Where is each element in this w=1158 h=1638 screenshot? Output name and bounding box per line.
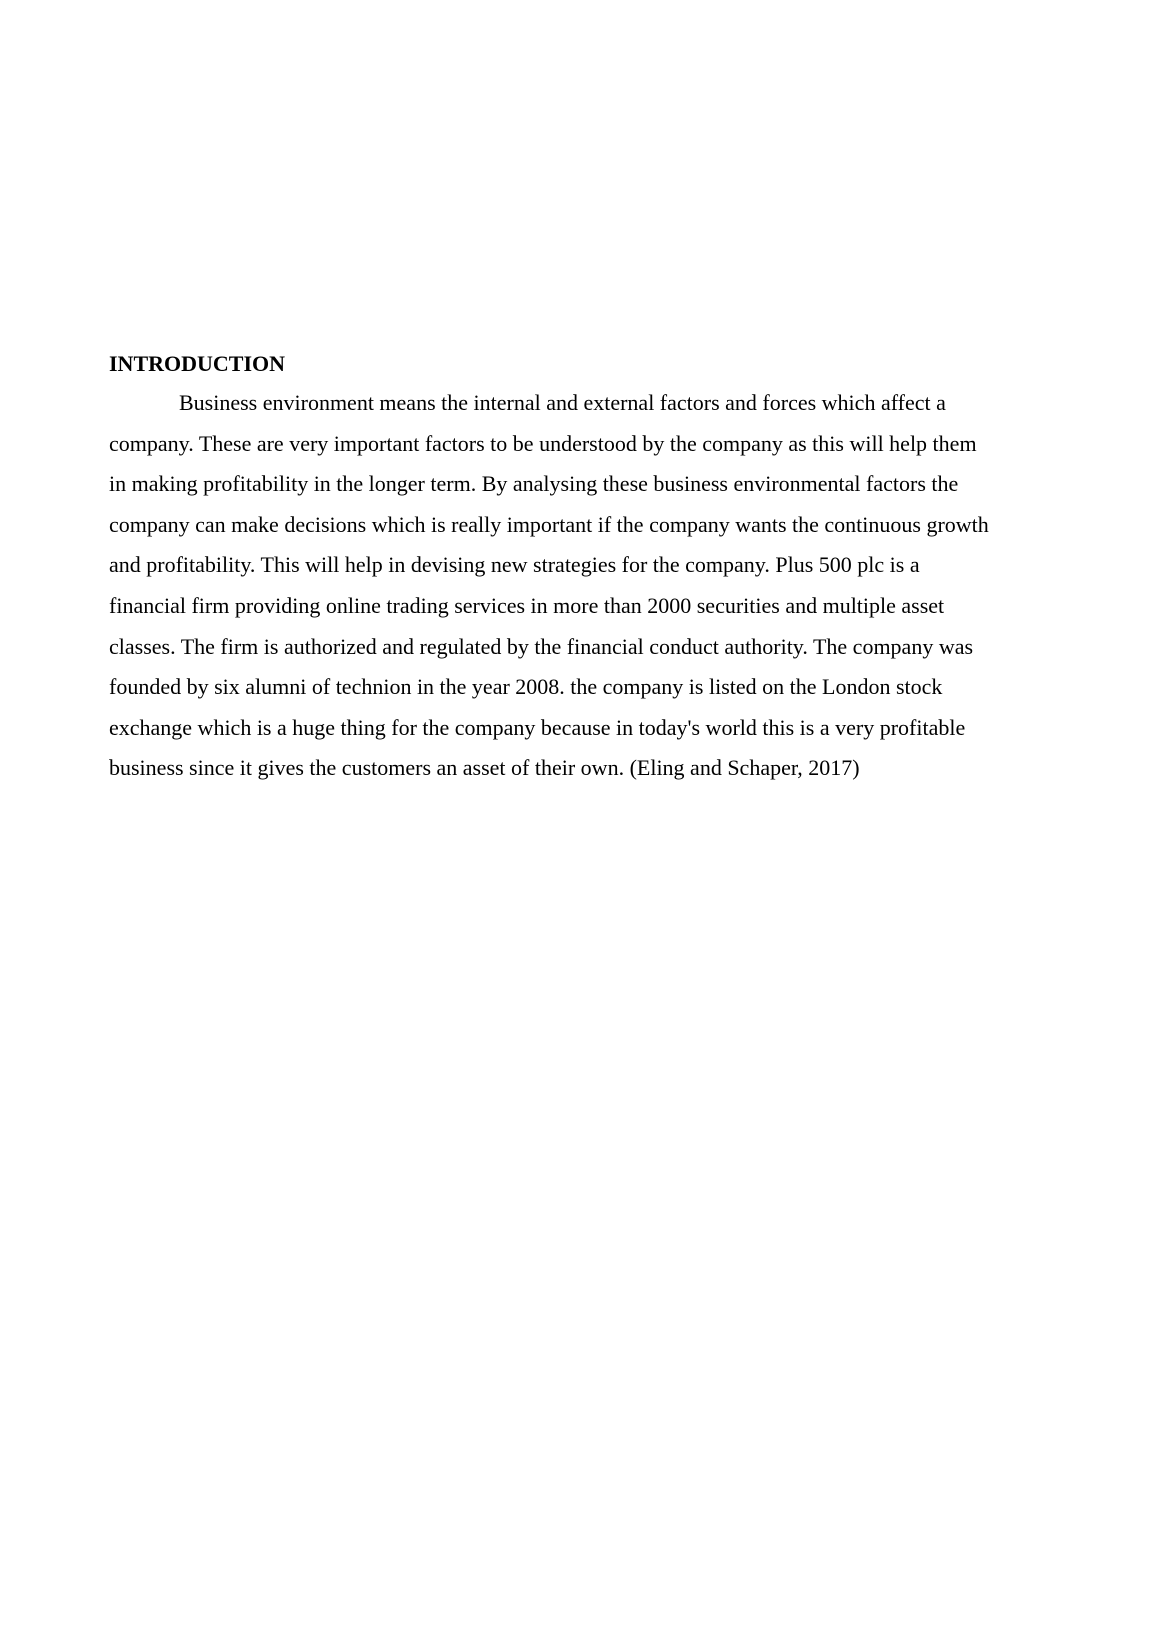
paragraph-line: classes. The firm is authorized and regulated by the financial conduct authority. The company was bbox=[109, 633, 974, 659]
paragraph-line: in making profitability in the longer term. By analysing these business environmental factors the bbox=[109, 471, 959, 497]
paragraph-line: company can make decisions which is really important if the company wants the continuous growth bbox=[109, 511, 989, 537]
paragraph-line: founded by six alumni of technion in the year 2008. the company is listed on the London stock bbox=[109, 674, 943, 700]
paragraph-line: Business environment means the internal and external factors and forces which affect a bbox=[179, 390, 946, 415]
paragraph-line: exchange which is a huge thing for the company because in today's world this is a very profitable bbox=[109, 714, 966, 740]
paragraph-line: and profitability. This will help in devising new strategies for the company. Plus 500 plc is a bbox=[109, 552, 920, 578]
introduction-paragraph bbox=[109, 383, 1059, 789]
paragraph-line: company. These are very important factors to be understood by the company as this will help them bbox=[109, 430, 977, 456]
section-heading: INTRODUCTION bbox=[109, 351, 286, 376]
paragraph-line: business since it gives the customers an asset of their own. (Eling and Schaper, 2017) bbox=[109, 755, 860, 781]
paragraph-line: financial firm providing online trading services in more than 2000 securities and multiple asset bbox=[109, 592, 945, 618]
document-body bbox=[109, 345, 1059, 789]
